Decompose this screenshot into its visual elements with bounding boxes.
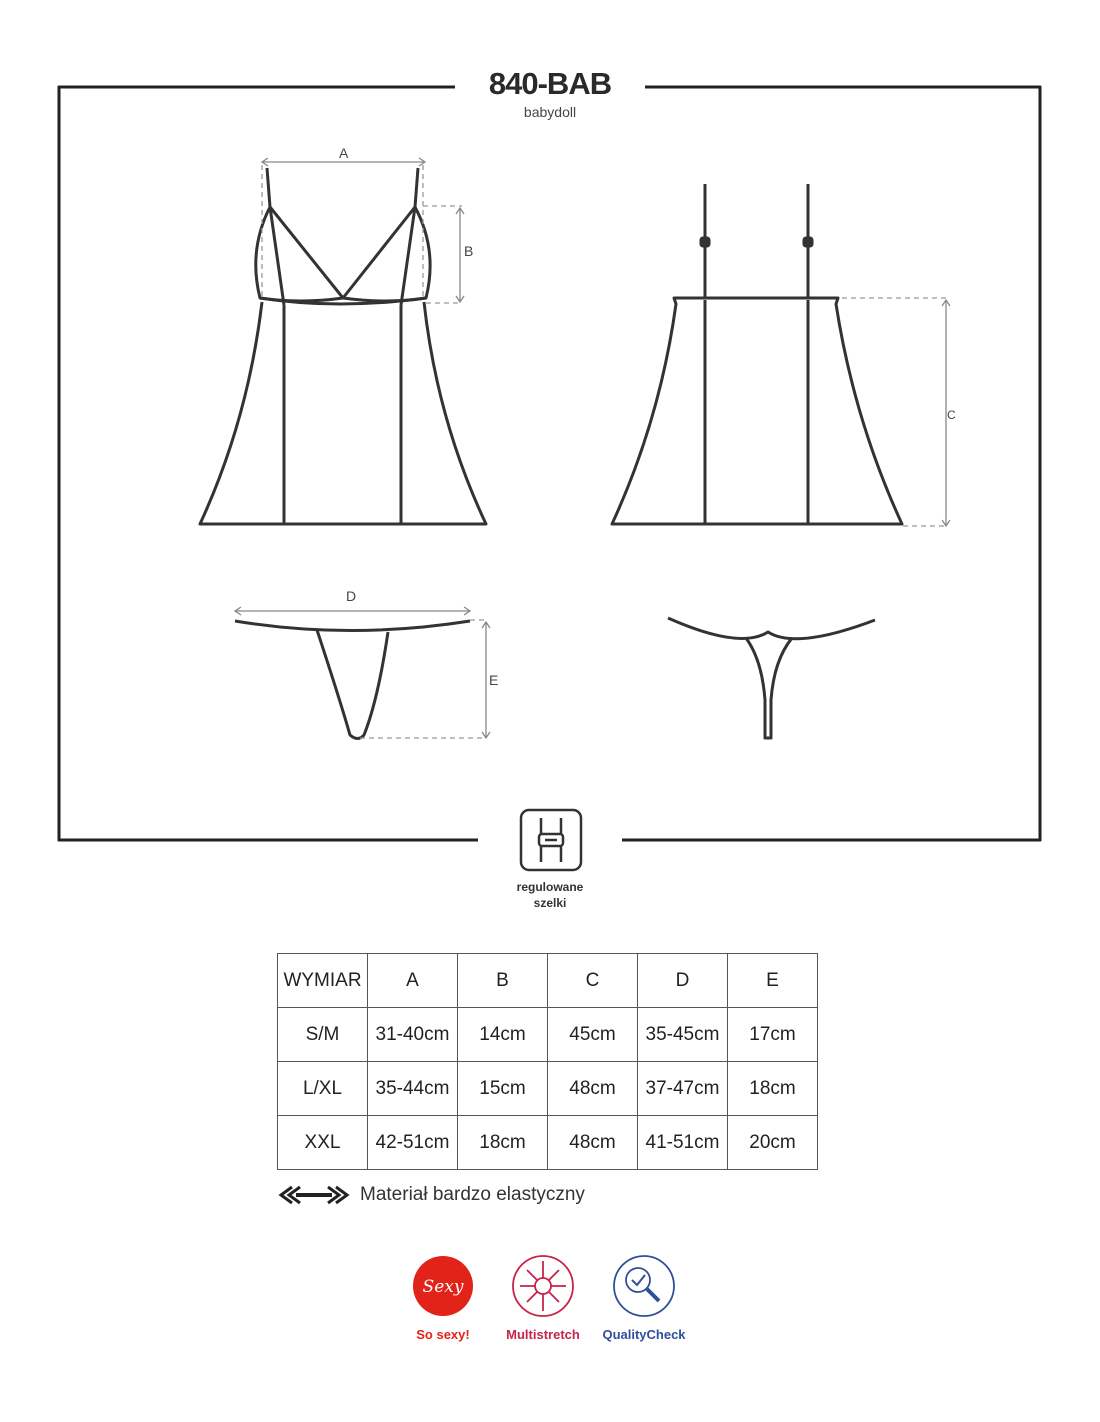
table-cell: 35-44cm (368, 1062, 458, 1116)
table-cell: 20cm (728, 1116, 818, 1170)
table-cell: 42-51cm (368, 1116, 458, 1170)
table-cell: 18cm (458, 1116, 548, 1170)
thong-back-drawing (668, 618, 875, 738)
dimension-label-d: D (346, 588, 357, 604)
table-header-cell: E (728, 954, 818, 1008)
dimension-label-a: A (339, 145, 349, 161)
table-row (278, 1116, 818, 1170)
table-cell: 48cm (548, 1062, 638, 1116)
table-cell: 18cm (728, 1062, 818, 1116)
table-header-cell: D (638, 954, 728, 1008)
table-cell: 14cm (458, 1008, 548, 1062)
feature-label-line2: szelki (533, 896, 567, 910)
table-cell: S/M (278, 1008, 368, 1062)
table-cell: 17cm (728, 1008, 818, 1062)
adjustable-strap-icon (521, 810, 581, 870)
dimension-label-c: C (947, 408, 956, 422)
table-cell: 41-51cm (638, 1116, 728, 1170)
table-cell: XXL (278, 1116, 368, 1170)
badge-qualitycheck (584, 1255, 704, 1342)
babydoll-front-drawing (200, 168, 486, 524)
table-cell: 48cm (548, 1116, 638, 1170)
table-cell: L/XL (278, 1062, 368, 1116)
table-cell: 35-45cm (638, 1008, 728, 1062)
size-table (277, 953, 818, 1170)
feature-label-line1: regulowane (516, 880, 584, 894)
dimension-arrows-front (262, 158, 464, 302)
stretch-note-text: Materiał bardzo elastyczny (360, 1184, 585, 1205)
size-table-header-row (278, 954, 818, 1008)
table-header-cell: C (548, 954, 638, 1008)
table-cell: 31-40cm (368, 1008, 458, 1062)
badge-label-qualitycheck: QualityCheck (602, 1327, 686, 1342)
badge-label-multistretch: Multistretch (506, 1327, 580, 1342)
frame (58, 86, 1041, 841)
table-header-cell: A (368, 954, 458, 1008)
table-header-cell: WYMIAR (278, 954, 368, 1008)
table-cell: 45cm (548, 1008, 638, 1062)
so-sexy-icon-text: Sexy (422, 1277, 464, 1297)
table-row (278, 1062, 818, 1116)
dimension-label-b: B (464, 243, 474, 259)
feature-label (470, 879, 630, 911)
table-cell: 15cm (458, 1062, 548, 1116)
product-code: 840-BAB (488, 66, 612, 101)
table-cell: 37-47cm (638, 1062, 728, 1116)
table-row (278, 1008, 818, 1062)
thong-front-drawing (235, 621, 470, 739)
badge-label-so-sexy: So sexy! (416, 1327, 470, 1342)
product-type: babydoll (523, 104, 577, 120)
dimension-guides-back (842, 298, 946, 526)
table-header-cell: B (458, 954, 548, 1008)
stretch-note (280, 1182, 585, 1208)
babydoll-back-drawing (612, 184, 902, 524)
dimension-label-e: E (489, 672, 499, 688)
